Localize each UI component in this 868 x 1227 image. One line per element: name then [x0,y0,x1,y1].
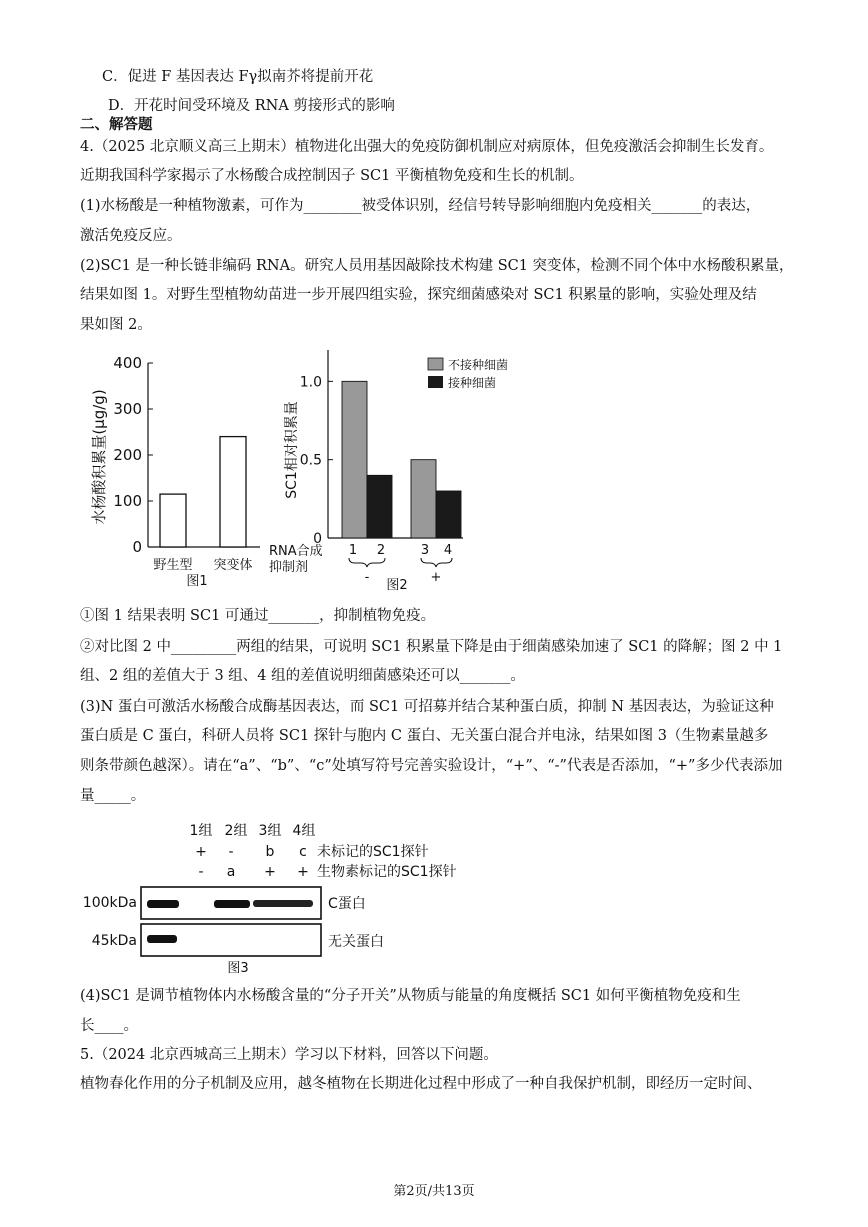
figure-2-legend-1: 不接种细菌 [448,358,509,372]
question-4-part-4: (4)SC1 是调节植物体内水杨酸含量的“分子开关”从物质与能量的角度概括 SC1 如何平衡植物免疫和生 [80,988,741,1004]
fig3-band-1-3 [214,900,250,908]
fig1-ytick-label: 200 [113,446,142,464]
fig2-ytick-label: 0 [313,531,322,547]
figure-2-legend-2: 接种细菌 [448,376,497,390]
question-4-part-3-cont2: 则条带颜色越深）。请在“a”、“b”、“c”处填写符号完善实验设计，“+”、“-”代表是否添加，“+”多少代表添加 [80,758,783,774]
figure-1-caption: 图1 [186,574,208,589]
fig3-header-1: 1组 [189,823,213,839]
figure-3-caption: 图3 [227,961,249,976]
question-5-stem: 5.（2024 北京西城高三上期末）学习以下材料，回答以下问题。 [80,1047,498,1063]
fig2-bar-4 [436,491,461,538]
question-4-part-3-cont: 蛋白质是 C 蛋白，科研人员将 SC1 探针与胞内 C 蛋白、无关蛋白混合并电泳，结果如图 3（生物素量越多 [80,728,769,744]
fig1-category-label: 野生型 [153,558,193,573]
question-4-sub-1: ①图 1 结果表明 SC1 可通过_______，抑制植物免疫。 [80,608,436,624]
fig3-row1-3: b [265,844,275,860]
fig2-bar-3 [411,460,436,538]
fig1-category-label: 突变体 [213,558,253,573]
figure-2-sign-plus: + [430,570,442,585]
section-heading: 二、解答题 [80,117,153,133]
question-4-stem: 4.（2025 北京顺义高三上期末）植物进化出强大的免疫防御机制应对病原体，但免疫激活会抑制生长发育。 [80,139,774,155]
fig3-row2-1: - [198,864,204,880]
figure-2-group-3: 3 [420,543,430,558]
fig3-row1-label: 未标记的SC1探针 [317,844,429,860]
question-5-text: 植物春化作用的分子机制及应用，越冬植物在长期进化过程中形成了一种自我保护机制，即经历一定时间、 [80,1076,762,1092]
figure-2-row-label-2: 抑制剂 [269,560,309,575]
fig3-band2-mw: 45kDa [91,933,137,949]
question-4-stem-2: 近期我国科学家揭示了水杨酸合成控制因子 SC1 平衡植物免疫和生长的机制。 [80,168,584,184]
fig1-bar-2 [220,437,246,547]
fig3-row2-3: + [264,864,276,880]
question-4-sub-2: ②对比图 2 中_________两组的结果，可说明 SC1 积累量下降是由于细菌感染加速了 SC1 的降解；图 2 中 1 [80,639,783,655]
fig3-band-1-1 [147,900,179,908]
fig3-band1-label: C蛋白 [328,896,366,912]
fig1-bar-1 [160,494,186,547]
figure-2-group-1: 1 [348,543,358,558]
question-4-part-2: (2)SC1 是一种长链非编码 RNA。研究人员用基因敲除技术构建 SC1 突变体，检测不同个体中水杨酸积累量， [80,258,794,274]
question-4-part-1-cont: 激活免疫反应。 [80,228,182,244]
fig3-header-3: 3组 [258,823,282,839]
fig3-row2-4: + [297,864,309,880]
fig3-header-4: 4组 [292,823,316,839]
figure-2 [265,345,540,595]
figure-2-caption: 图2 [386,578,408,593]
question-4-part-3-cont3: 量_____。 [80,788,146,804]
question-4-part-4-cont: 长____。 [80,1018,138,1034]
fig3-row2-label: 生物素标记的SC1探针 [317,864,457,880]
question-4-part-2-cont: 结果如图 1。对野生型植物幼苗进一步开展四组实验，探究细菌感染对 SC1 积累量的影响，实验处理及结 [80,287,757,303]
fig2-ytick-label: 0.5 [299,452,322,469]
fig3-row1-1: + [195,844,207,860]
fig3-band-1-4 [253,900,313,907]
figure-1 [80,345,270,595]
fig3-row1-2: - [228,844,234,860]
fig3-row1-4: c [299,844,307,860]
fig2-bar-1 [342,381,367,538]
fig2-ytick-label: 1.0 [299,374,322,391]
question-4-part-3: (3)N 蛋白可激活水杨酸合成酶基因表达，而 SC1 可招募并结合某种蛋白质，抑制 N 基因表达，为验证这种 [80,699,774,715]
figure-2-group-4: 4 [443,543,453,558]
fig3-header-2: 2组 [224,823,248,839]
fig3-band2-label: 无关蛋白 [328,934,384,950]
page-footer: 第2页/共13页 [393,1184,475,1199]
fig3-band1-mw: 100kDa [82,895,137,911]
question-4-sub-2-cont: 组、2 组的差值大于 3 组、4 组的差值说明细菌感染还可以_______。 [80,668,525,684]
figure-3 [75,818,505,978]
figure-1-ylabel: 水杨酸积累量(μg/g) [90,389,108,525]
fig1-ytick-label: 0 [132,538,142,556]
fig1-ytick-label: 300 [113,400,142,418]
option-d: D．开花时间受环境及 RNA 剪接形式的影响 [108,98,395,114]
fig1-ytick-label: 100 [113,492,142,510]
figure-2-ylabel: SC1相对积累量 [284,401,300,499]
fig3-band-2-1 [147,935,177,943]
question-4-part-2-cont2: 果如图 2。 [80,317,152,333]
question-4-part-1: (1)水杨酸是一种植物激素，可作为________被受体识别，经信号转导影响细胞内免疫相关_______的表达， [80,198,761,214]
option-c: C．促进 F 基因表达 Fγ拟南芥将提前开花 [102,69,374,85]
fig1-ytick-label: 400 [113,354,142,372]
fig2-bar-2 [367,475,392,538]
figure-2-row-label-1: RNA合成 [269,544,323,559]
figure-2-sign-minus: - [364,570,370,585]
figure-2-group-2: 2 [376,543,386,558]
fig3-row2-2: a [226,864,236,880]
